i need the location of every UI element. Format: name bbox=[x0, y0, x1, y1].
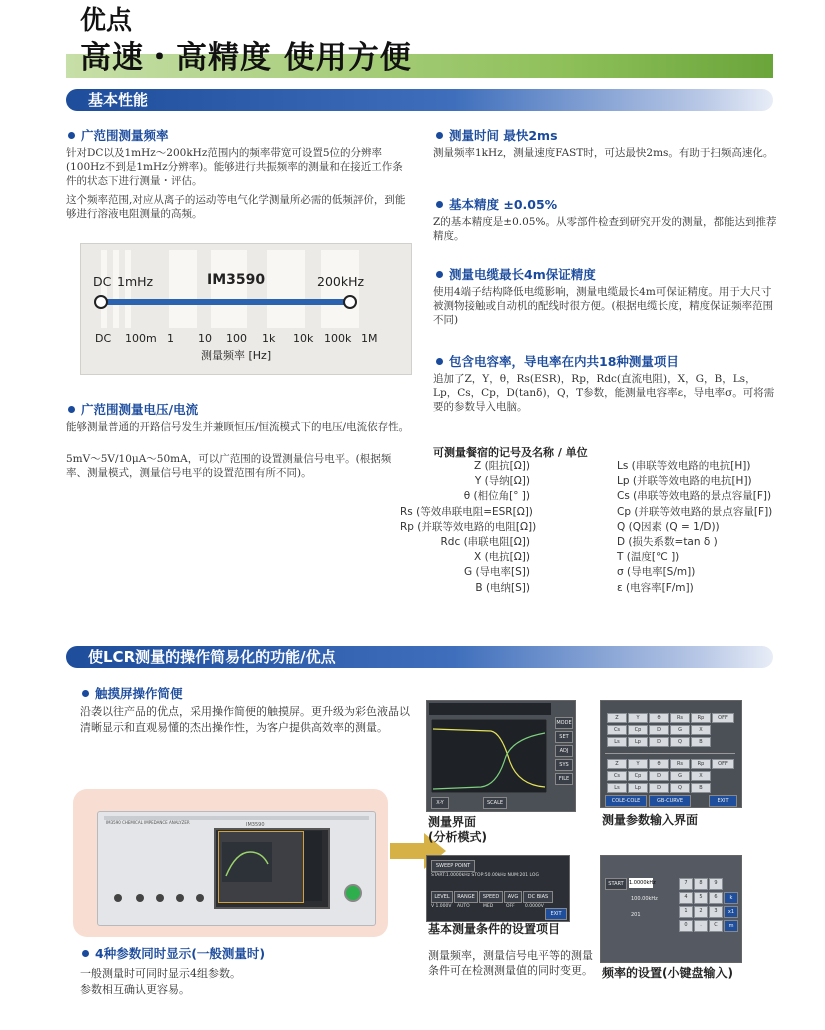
param-item: Z (阻抗[Ω]) bbox=[474, 460, 530, 472]
dc-label: DC bbox=[93, 274, 112, 289]
param-item: Q (Q因素 (Q = 1/D)) bbox=[617, 520, 720, 533]
param-item: X (电抗[Ω]) bbox=[474, 551, 530, 564]
freq-range-text-2: 这个频率范围,对应从离子的运动等电气化学测量所必需的低频評价，到能够进行溶液电阻测量的高频。 bbox=[66, 194, 406, 220]
param-key[interactable]: Z bbox=[607, 759, 627, 769]
param-table-title: 可测量餐宿的记号及名称 / 单位 bbox=[433, 446, 588, 459]
param-key[interactable]: G bbox=[670, 725, 690, 735]
voltage-text-1: 能够测量普通的开路信号发生并兼顾恒压/恒流模式下的电压/电流依存性。 bbox=[66, 421, 410, 433]
unit-key[interactable]: k bbox=[724, 892, 738, 904]
four-params-text-1: 一般测量时可同时显示4组参数。 bbox=[80, 967, 241, 980]
tick-label: 100k bbox=[324, 332, 352, 345]
keypad-key[interactable]: 7 bbox=[679, 878, 693, 890]
param-key[interactable]: Ls bbox=[607, 783, 627, 793]
device-photo: IM3590 CHEMICAL IMPEDANCE ANALYZER IM3590 bbox=[97, 811, 376, 926]
param-key[interactable]: X bbox=[691, 725, 711, 735]
param-key[interactable]: Cs bbox=[607, 771, 627, 781]
tick-label: DC bbox=[95, 332, 112, 345]
param-item: Cp (并联等效电路的景点容量[F]) bbox=[617, 505, 773, 518]
param-item: ε (电容率[F/m]) bbox=[617, 581, 694, 594]
axis-label: 测量频率 [Hz] bbox=[201, 349, 272, 362]
four-params-text-2: 参数相互确认更容易。 bbox=[80, 983, 190, 996]
gb-curve-button[interactable]: GB-CURVE bbox=[649, 795, 691, 807]
param-key[interactable]: Lp bbox=[628, 737, 648, 747]
param-key[interactable]: OFF bbox=[712, 759, 734, 769]
xy-button[interactable]: X-Y bbox=[431, 797, 449, 809]
screen-param-input bbox=[600, 700, 742, 808]
param-key[interactable]: Q bbox=[670, 783, 690, 793]
keypad-key[interactable]: 6 bbox=[709, 892, 723, 904]
level-button[interactable]: LEVEL bbox=[431, 891, 453, 903]
param-key[interactable]: Rp bbox=[691, 759, 711, 769]
tick-label: 1 bbox=[167, 332, 174, 345]
bullet-icon bbox=[82, 950, 89, 957]
tick-label: 10 bbox=[198, 332, 212, 345]
param-key[interactable]: θ bbox=[649, 713, 669, 723]
measure-conditions-text: 测量频率，测量信号电平等的测量条件可在检测测量值的同时变更。 bbox=[428, 949, 593, 977]
caption-keypad: 频率的设置(小键盘输入) bbox=[602, 966, 733, 980]
caption-param-input: 测量参数输入界面 bbox=[602, 813, 699, 827]
tick-label: 1k bbox=[262, 332, 276, 345]
param-item: B (电纳[S]) bbox=[475, 581, 530, 594]
caption-analysis-screen: 测量界面 (分析模式) bbox=[428, 815, 487, 844]
param-item: Rdc (串联电阻[Ω]) bbox=[440, 536, 530, 549]
bullet-icon bbox=[436, 271, 443, 278]
param-key[interactable]: Rs bbox=[670, 759, 690, 769]
screen-analysis-mode bbox=[426, 700, 576, 812]
model-label: IM3590 bbox=[207, 272, 266, 288]
exit-button[interactable]: EXIT bbox=[545, 908, 567, 920]
param-item: Ls (串联等效电路的电抗[H]) bbox=[617, 460, 751, 472]
tick-label: 10k bbox=[293, 332, 314, 345]
param-key[interactable]: Q bbox=[670, 737, 690, 747]
param-key[interactable]: Lp bbox=[628, 783, 648, 793]
param-item: Rp (并联等效电路的电阻[Ω]) bbox=[400, 520, 537, 533]
param-item: G (导电率[S]) bbox=[463, 566, 530, 579]
param-key[interactable]: D bbox=[649, 737, 669, 747]
power-button-icon bbox=[344, 884, 362, 902]
param-key[interactable]: D bbox=[649, 783, 669, 793]
adj-button[interactable]: ADJ bbox=[555, 745, 573, 757]
tick-label: 1M bbox=[361, 332, 378, 345]
param-table-right bbox=[617, 459, 797, 596]
param-item: Cs (串联等效电路的景点容量[F]) bbox=[617, 490, 772, 503]
param-item: Lp (并联等效电路的电抗[H]) bbox=[617, 475, 752, 488]
param-item: θ (相位角[° ]) bbox=[463, 490, 530, 503]
keypad-key[interactable]: 0 bbox=[679, 920, 693, 932]
accuracy-text: Z的基本精度是±0.05%。从零部件检查到研究开发的测量，都能达到推荐精度。 bbox=[433, 216, 777, 242]
dc-bias-button[interactable]: DC BIAS bbox=[523, 891, 553, 903]
device-screen-graph bbox=[222, 842, 272, 882]
freq-range-text-1: 针对DC以及1mHz～200kHz范围内的频率带宽可设置5位的分辨率(100Hz不到是1mHz分辨率)。能够进行共振频率的测量和在接近工作条件的状态下进行测量・评估。 bbox=[66, 147, 403, 187]
sweep-status: START:1.0000kHz STOP:50.00kHz NUM:201 LOG bbox=[431, 873, 539, 878]
screen-numeric-keypad: START 1.0000kHz 100.00kHz 201 7 8 9 4 5 6 1 2 3 0 . C k x1 m bbox=[600, 855, 742, 963]
sweep-point-button[interactable]: SWEEP POINT bbox=[431, 860, 475, 872]
keypad-key[interactable]: 8 bbox=[694, 878, 708, 890]
params-text: 追加了Z，Y，θ，Rs(ESR)，Rp，Rdc(直流电阻)，X，G，B，Ls，Lp，Cs，Cp，D(tanδ)，Q，T参数，能测量电容率ε，导电率σ。可将需要的参数导入电脑。 bbox=[433, 373, 775, 413]
unit-key[interactable]: x1 bbox=[724, 906, 738, 918]
scale-button[interactable]: SCALE bbox=[483, 797, 507, 809]
range-end-marker bbox=[343, 295, 357, 309]
section-basic-performance: 基本性能 bbox=[66, 89, 773, 111]
param-key[interactable]: B bbox=[691, 783, 711, 793]
param-key[interactable]: D bbox=[649, 725, 669, 735]
keypad-key[interactable]: 5 bbox=[694, 892, 708, 904]
screen-measure-conditions: SWEEP POINT START:1.0000kHz STOP:50.00kHz NUM:201 LOG LEVEL RANGE SPEED AVG DC BIAS V 1.000V AUTO MED OFF 0.0000V EXIT bbox=[426, 855, 570, 922]
range-button[interactable]: RANGE bbox=[454, 891, 478, 903]
start-label: START bbox=[605, 878, 627, 890]
param-item: Rs (等效串联电阻=ESR[Ω]) bbox=[400, 505, 533, 518]
bullet-icon bbox=[68, 406, 75, 413]
keypad-key[interactable]: . bbox=[694, 920, 708, 932]
caption-measure-conditions: 基本测量条件的设置项目 bbox=[428, 922, 561, 936]
tick-label: 100m bbox=[125, 332, 157, 345]
heading-voltage: 广范围测量电压/电流 bbox=[68, 400, 198, 418]
param-key[interactable]: X bbox=[691, 771, 711, 781]
param-key[interactable]: B bbox=[691, 737, 711, 747]
param-key[interactable]: Cp bbox=[628, 771, 648, 781]
keypad-key[interactable]: 2 bbox=[694, 906, 708, 918]
mode-button[interactable]: MODE bbox=[555, 717, 573, 729]
keypad-key[interactable]: 9 bbox=[709, 878, 723, 890]
param-key[interactable]: Cs bbox=[607, 725, 627, 735]
param-item: Y (导纳[Ω]) bbox=[474, 475, 530, 488]
param-key[interactable]: D bbox=[649, 771, 669, 781]
heading-params: 包含电容率，导电率在内共18种测量项目 bbox=[436, 352, 679, 370]
heading-touch: 触摸屏操作简便 bbox=[82, 684, 183, 702]
tick-label: 100 bbox=[226, 332, 247, 345]
heading-accuracy: 基本精度 ±0.05% bbox=[436, 195, 557, 213]
bullet-icon bbox=[436, 358, 443, 365]
start-value-input[interactable]: 1.0000kHz bbox=[629, 880, 656, 886]
bullet-icon bbox=[436, 132, 443, 139]
voltage-text-2: 5mV～5V/10μA～50mA，可以广范围的设置测量信号电平。(根据频率、测量模式，测量信号电平的设置范围有所不同)。 bbox=[66, 453, 392, 479]
keypad-key[interactable]: C bbox=[709, 920, 723, 932]
keypad-key[interactable]: 1 bbox=[679, 906, 693, 918]
set-button[interactable]: SET bbox=[555, 731, 573, 743]
bullet-icon bbox=[82, 690, 89, 697]
page-subtitle: 优点 bbox=[80, 6, 133, 36]
cable-text: 使用4端子结构降低电缆影响，测量电缆最长4m可保证精度。用于大尺寸被测物接触或自动机的配线时很方便。(根据电缆长度，精度保证频率范围不同) bbox=[433, 286, 774, 326]
cole-cole-button[interactable]: COLE-COLE bbox=[605, 795, 647, 807]
frequency-range-diagram bbox=[80, 243, 412, 375]
param-key[interactable]: Cp bbox=[628, 725, 648, 735]
keypad-key[interactable]: 4 bbox=[679, 892, 693, 904]
heading-freq-range: 广范围测量频率 bbox=[68, 126, 169, 144]
heading-four-params: 4种参数同时显示(一般测量时) bbox=[82, 944, 265, 962]
param-table-left bbox=[400, 459, 537, 596]
param-key[interactable]: Rp bbox=[691, 713, 711, 723]
param-item: D (损失系数=tan δ ) bbox=[617, 536, 718, 549]
param-key[interactable]: OFF bbox=[712, 713, 734, 723]
param-key[interactable]: Y bbox=[628, 759, 648, 769]
param-key[interactable]: Z bbox=[607, 713, 627, 723]
keypad-key[interactable]: 3 bbox=[709, 906, 723, 918]
param-key[interactable]: Rs bbox=[670, 713, 690, 723]
page-title: 高速・高精度 使用方便 bbox=[80, 40, 412, 76]
avg-button[interactable]: AVG bbox=[504, 891, 522, 903]
measure-time-text: 测量频率1kHz，测量速度FAST时，可达最快2ms。有助于扫频高速化。 bbox=[433, 147, 774, 159]
low-freq-label: 1mHz bbox=[117, 274, 154, 289]
param-item: T (温度[℃ ]) bbox=[617, 551, 680, 564]
unit-key[interactable]: m bbox=[724, 920, 738, 932]
param-key[interactable]: θ bbox=[649, 759, 669, 769]
param-key[interactable]: G bbox=[670, 771, 690, 781]
bullet-icon bbox=[68, 132, 75, 139]
speed-button[interactable]: SPEED bbox=[479, 891, 503, 903]
device-brand: IM3590 bbox=[246, 822, 265, 828]
arrow-icon bbox=[390, 843, 426, 859]
frequency-range-line bbox=[101, 299, 351, 305]
heading-measure-time: 测量时间 最快2ms bbox=[436, 126, 558, 144]
param-item: σ (导电率[S/m]) bbox=[617, 566, 696, 579]
param-key[interactable]: Ls bbox=[607, 737, 627, 747]
section-lcr-features: 使LCR测量的操作简易化的功能/优点 bbox=[66, 646, 773, 668]
exit-button[interactable]: EXIT bbox=[709, 795, 737, 807]
file-button[interactable]: FILE bbox=[555, 773, 573, 785]
bullet-icon bbox=[436, 201, 443, 208]
sys-button[interactable]: SYS bbox=[555, 759, 573, 771]
analysis-graph bbox=[431, 719, 547, 793]
high-freq-label: 200kHz bbox=[317, 274, 365, 289]
touch-text: 沿袭以往产品的优点，采用操作简便的触摸屏。更升级为彩色液晶以清晰显示和直观易懂的杰出操作性，为客户提供高效率的测量。 bbox=[80, 705, 410, 734]
heading-cable: 测量电缆最长4m保证精度 bbox=[436, 265, 596, 283]
param-key[interactable]: Y bbox=[628, 713, 648, 723]
range-start-marker bbox=[94, 295, 108, 309]
